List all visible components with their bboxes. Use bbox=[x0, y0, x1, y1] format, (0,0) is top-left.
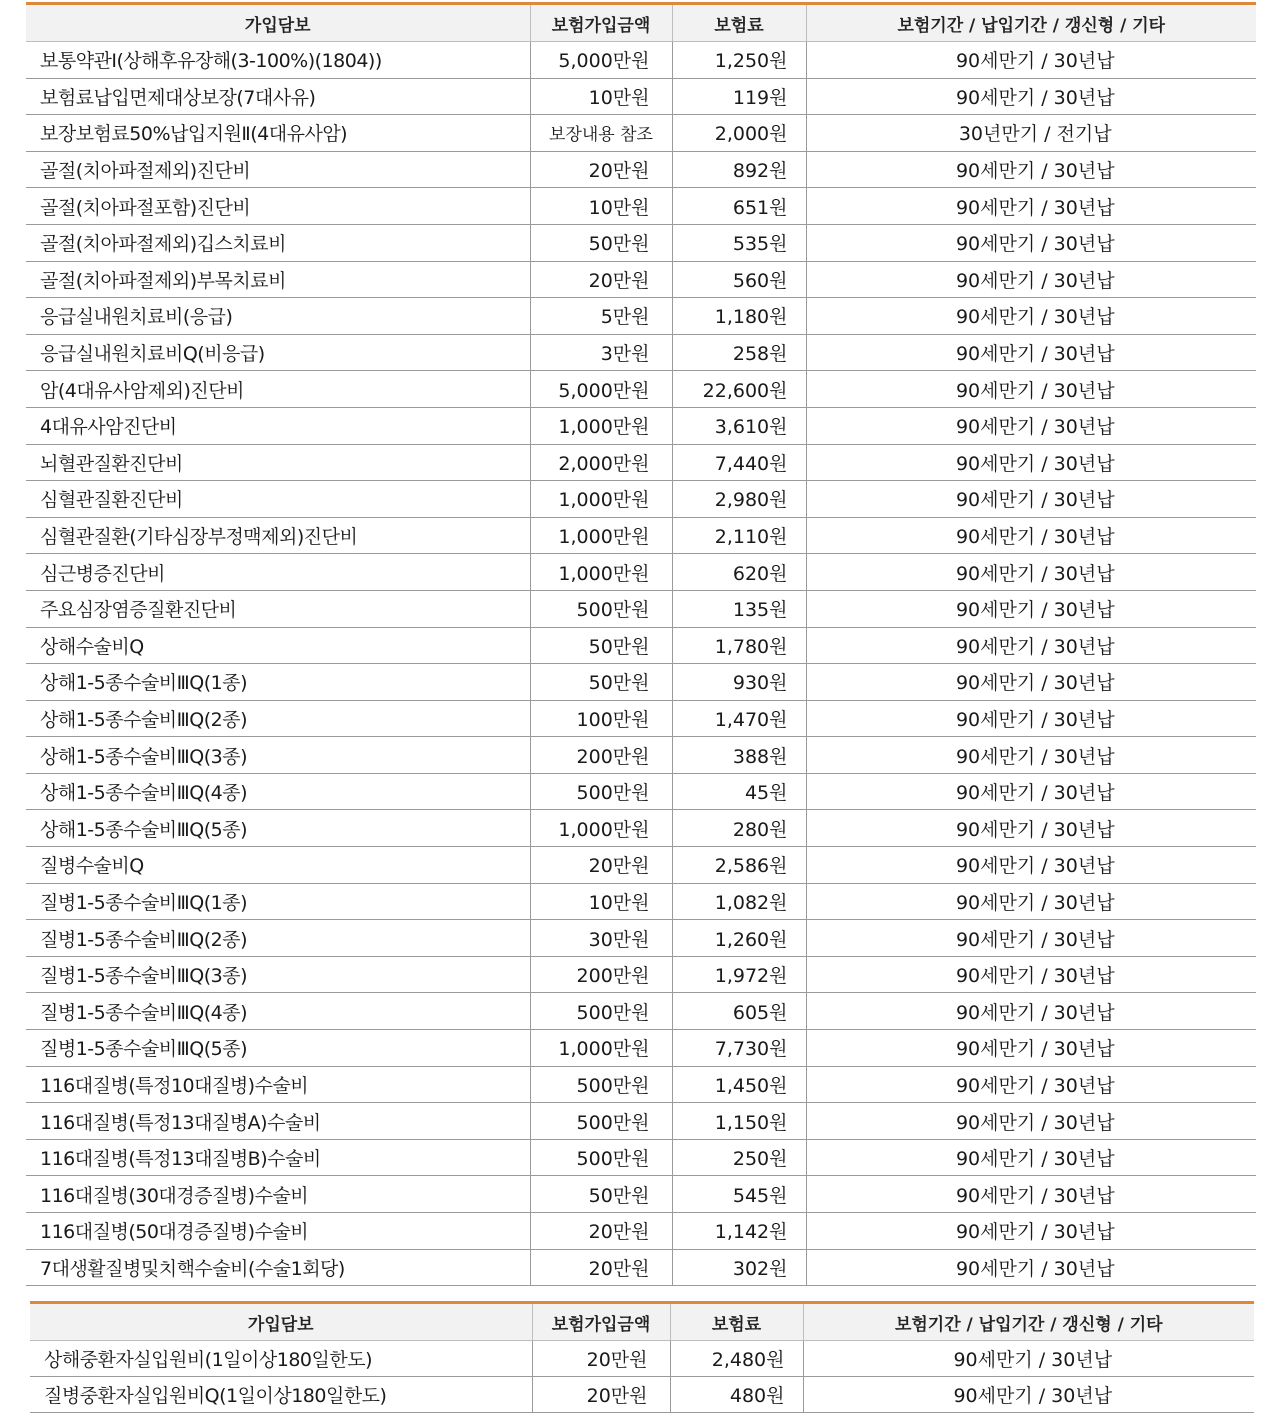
amount-cell: 200만원 bbox=[530, 956, 672, 993]
coverage-cell: 골절(치아파절제외)깁스치료비 bbox=[26, 224, 530, 261]
amount-cell: 1,000만원 bbox=[530, 407, 672, 444]
table-row bbox=[26, 1139, 1256, 1176]
period-cell: 90세만기 / 30년납 bbox=[806, 407, 1256, 444]
premium-cell: 651원 bbox=[672, 188, 806, 225]
coverage-cell: 골절(치아파절제외)진단비 bbox=[26, 151, 530, 188]
table-header-row bbox=[30, 1303, 1254, 1341]
table-row bbox=[26, 444, 1256, 481]
amount-cell: 30만원 bbox=[530, 920, 672, 957]
amount-cell: 20만원 bbox=[530, 151, 672, 188]
amount-cell: 5만원 bbox=[530, 298, 672, 335]
premium-cell: 2,980원 bbox=[672, 481, 806, 518]
premium-cell: 1,142원 bbox=[672, 1213, 806, 1250]
table-row bbox=[26, 700, 1256, 737]
table-row bbox=[26, 1103, 1256, 1140]
coverage-cell: 주요심장염증질환진단비 bbox=[26, 590, 530, 627]
table-row bbox=[26, 1066, 1256, 1103]
period-cell: 90세만기 / 30년납 bbox=[806, 334, 1256, 371]
table-row bbox=[26, 993, 1256, 1030]
amount-cell: 50만원 bbox=[530, 1176, 672, 1213]
period-cell: 90세만기 / 30년납 bbox=[806, 700, 1256, 737]
premium-cell: 2,000원 bbox=[672, 115, 806, 152]
amount-cell: 20만원 bbox=[532, 1377, 670, 1413]
amount-cell: 10만원 bbox=[530, 883, 672, 920]
coverage-table-icu bbox=[30, 1301, 1254, 1413]
table-row bbox=[26, 151, 1256, 188]
coverage-cell: 상해1-5종수술비ⅢQ(5종) bbox=[26, 810, 530, 847]
amount-cell: 500만원 bbox=[530, 993, 672, 1030]
premium-cell: 1,082원 bbox=[672, 883, 806, 920]
coverage-cell: 뇌혈관질환진단비 bbox=[26, 444, 530, 481]
table-row bbox=[26, 407, 1256, 444]
amount-cell: 1,000만원 bbox=[530, 810, 672, 847]
amount-cell: 500만원 bbox=[530, 1139, 672, 1176]
amount-cell: 보장내용 참조 bbox=[530, 115, 672, 152]
amount-cell: 1,000만원 bbox=[530, 517, 672, 554]
amount-cell: 20만원 bbox=[530, 847, 672, 884]
coverage-cell: 심혈관질환진단비 bbox=[26, 481, 530, 518]
table-row bbox=[26, 627, 1256, 664]
period-cell: 90세만기 / 30년납 bbox=[806, 261, 1256, 298]
table-row bbox=[26, 188, 1256, 225]
amount-cell: 20만원 bbox=[530, 1213, 672, 1250]
premium-cell: 892원 bbox=[672, 151, 806, 188]
table-row bbox=[26, 298, 1256, 335]
premium-cell: 302원 bbox=[672, 1249, 806, 1286]
table-row bbox=[26, 78, 1256, 115]
period-cell: 90세만기 / 30년납 bbox=[806, 78, 1256, 115]
coverage-cell: 심혈관질환(기타심장부정맥제외)진단비 bbox=[26, 517, 530, 554]
coverage-cell: 질병1-5종수술비ⅢQ(4종) bbox=[26, 993, 530, 1030]
coverage-cell: 116대질병(30대경증질병)수술비 bbox=[26, 1176, 530, 1213]
premium-cell: 22,600원 bbox=[672, 371, 806, 408]
premium-cell: 2,480원 bbox=[670, 1341, 803, 1377]
premium-cell: 280원 bbox=[672, 810, 806, 847]
premium-cell: 258원 bbox=[672, 334, 806, 371]
premium-cell: 480원 bbox=[670, 1377, 803, 1413]
header-amount: 보험가입금액 bbox=[530, 4, 672, 42]
coverage-cell: 7대생활질병및치핵수술비(수술1회당) bbox=[26, 1249, 530, 1286]
period-cell: 90세만기 / 30년납 bbox=[806, 956, 1256, 993]
period-cell: 90세만기 / 30년납 bbox=[806, 737, 1256, 774]
period-cell: 90세만기 / 30년납 bbox=[806, 444, 1256, 481]
table-row bbox=[26, 883, 1256, 920]
amount-cell: 20만원 bbox=[530, 261, 672, 298]
premium-cell: 930원 bbox=[672, 664, 806, 701]
period-cell: 90세만기 / 30년납 bbox=[806, 371, 1256, 408]
period-cell: 90세만기 / 30년납 bbox=[806, 42, 1256, 79]
period-cell: 90세만기 / 30년납 bbox=[806, 151, 1256, 188]
table-row bbox=[26, 371, 1256, 408]
premium-cell: 3,610원 bbox=[672, 407, 806, 444]
premium-cell: 2,110원 bbox=[672, 517, 806, 554]
coverage-cell: 질병수술비Q bbox=[26, 847, 530, 884]
premium-cell: 1,780원 bbox=[672, 627, 806, 664]
coverage-cell: 보험료납입면제대상보장(7대사유) bbox=[26, 78, 530, 115]
table-row bbox=[30, 1377, 1254, 1413]
table-row bbox=[26, 1213, 1256, 1250]
period-cell: 90세만기 / 30년납 bbox=[806, 1030, 1256, 1067]
period-cell: 90세만기 / 30년납 bbox=[806, 627, 1256, 664]
table-row bbox=[26, 847, 1256, 884]
coverage-cell: 상해1-5종수술비ⅢQ(3종) bbox=[26, 737, 530, 774]
period-cell: 90세만기 / 30년납 bbox=[806, 1103, 1256, 1140]
coverage-cell: 상해1-5종수술비ⅢQ(1종) bbox=[26, 664, 530, 701]
coverage-cell: 암(4대유사암제외)진단비 bbox=[26, 371, 530, 408]
coverage-cell: 골절(치아파절제외)부목치료비 bbox=[26, 261, 530, 298]
coverage-cell: 116대질병(특정10대질병)수술비 bbox=[26, 1066, 530, 1103]
amount-cell: 500만원 bbox=[530, 1103, 672, 1140]
coverage-cell: 116대질병(특정13대질병A)수술비 bbox=[26, 1103, 530, 1140]
period-cell: 90세만기 / 30년납 bbox=[806, 1066, 1256, 1103]
amount-cell: 50만원 bbox=[530, 627, 672, 664]
amount-cell: 5,000만원 bbox=[530, 371, 672, 408]
table-row bbox=[26, 115, 1256, 152]
coverage-cell: 4대유사암진단비 bbox=[26, 407, 530, 444]
amount-cell: 200만원 bbox=[530, 737, 672, 774]
coverage-cell: 상해수술비Q bbox=[26, 627, 530, 664]
amount-cell: 2,000만원 bbox=[530, 444, 672, 481]
table-row bbox=[30, 1341, 1254, 1377]
table-row bbox=[26, 590, 1256, 627]
period-cell: 90세만기 / 30년납 bbox=[806, 188, 1256, 225]
period-cell: 90세만기 / 30년납 bbox=[803, 1341, 1254, 1377]
amount-cell: 100만원 bbox=[530, 700, 672, 737]
header-period: 보험기간 / 납입기간 / 갱신형 / 기타 bbox=[803, 1303, 1254, 1341]
table-row bbox=[26, 1176, 1256, 1213]
amount-cell: 5,000만원 bbox=[530, 42, 672, 79]
table-row bbox=[26, 956, 1256, 993]
table-row bbox=[26, 334, 1256, 371]
premium-cell: 1,450원 bbox=[672, 1066, 806, 1103]
coverage-cell: 보통약관Ⅰ(상해후유장해(3-100%)(1804)) bbox=[26, 42, 530, 79]
coverage-cell: 상해1-5종수술비ⅢQ(4종) bbox=[26, 773, 530, 810]
coverage-cell: 보장보험료50%납입지원Ⅱ(4대유사암) bbox=[26, 115, 530, 152]
period-cell: 90세만기 / 30년납 bbox=[806, 810, 1256, 847]
period-cell: 90세만기 / 30년납 bbox=[806, 517, 1256, 554]
table-row bbox=[26, 481, 1256, 518]
amount-cell: 3만원 bbox=[530, 334, 672, 371]
period-cell: 90세만기 / 30년납 bbox=[806, 481, 1256, 518]
table-row bbox=[26, 664, 1256, 701]
header-coverage: 가입담보 bbox=[30, 1303, 532, 1341]
coverage-table-main bbox=[26, 2, 1256, 1286]
table-row bbox=[26, 773, 1256, 810]
premium-cell: 119원 bbox=[672, 78, 806, 115]
coverage-cell: 질병1-5종수술비ⅢQ(3종) bbox=[26, 956, 530, 993]
amount-cell: 1,000만원 bbox=[530, 481, 672, 518]
period-cell: 90세만기 / 30년납 bbox=[806, 664, 1256, 701]
premium-cell: 250원 bbox=[672, 1139, 806, 1176]
period-cell: 30년만기 / 전기납 bbox=[806, 115, 1256, 152]
premium-cell: 535원 bbox=[672, 224, 806, 261]
period-cell: 90세만기 / 30년납 bbox=[806, 224, 1256, 261]
amount-cell: 20만원 bbox=[532, 1341, 670, 1377]
amount-cell: 1,000만원 bbox=[530, 554, 672, 591]
premium-cell: 1,150원 bbox=[672, 1103, 806, 1140]
amount-cell: 20만원 bbox=[530, 1249, 672, 1286]
table-row bbox=[26, 1249, 1256, 1286]
amount-cell: 50만원 bbox=[530, 664, 672, 701]
premium-cell: 605원 bbox=[672, 993, 806, 1030]
coverage-cell: 응급실내원치료비(응급) bbox=[26, 298, 530, 335]
period-cell: 90세만기 / 30년납 bbox=[806, 847, 1256, 884]
premium-cell: 2,586원 bbox=[672, 847, 806, 884]
premium-cell: 7,730원 bbox=[672, 1030, 806, 1067]
coverage-cell: 심근병증진단비 bbox=[26, 554, 530, 591]
table-header-row bbox=[26, 4, 1256, 42]
coverage-cell: 질병1-5종수술비ⅢQ(2종) bbox=[26, 920, 530, 957]
coverage-cell: 116대질병(50대경증질병)수술비 bbox=[26, 1213, 530, 1250]
table-row bbox=[26, 517, 1256, 554]
coverage-cell: 질병1-5종수술비ⅢQ(1종) bbox=[26, 883, 530, 920]
period-cell: 90세만기 / 30년납 bbox=[806, 1213, 1256, 1250]
table-row bbox=[26, 810, 1256, 847]
table-row bbox=[26, 224, 1256, 261]
period-cell: 90세만기 / 30년납 bbox=[803, 1377, 1254, 1413]
period-cell: 90세만기 / 30년납 bbox=[806, 554, 1256, 591]
coverage-cell: 질병1-5종수술비ⅢQ(5종) bbox=[26, 1030, 530, 1067]
coverage-cell: 질병중환자실입원비Q(1일이상180일한도) bbox=[30, 1377, 532, 1413]
table-row bbox=[26, 1030, 1256, 1067]
period-cell: 90세만기 / 30년납 bbox=[806, 993, 1256, 1030]
coverage-cell: 116대질병(특정13대질병B)수술비 bbox=[26, 1139, 530, 1176]
header-amount: 보험가입금액 bbox=[532, 1303, 670, 1341]
premium-cell: 1,180원 bbox=[672, 298, 806, 335]
premium-cell: 620원 bbox=[672, 554, 806, 591]
premium-cell: 1,260원 bbox=[672, 920, 806, 957]
table-row bbox=[26, 737, 1256, 774]
period-cell: 90세만기 / 30년납 bbox=[806, 773, 1256, 810]
amount-cell: 1,000만원 bbox=[530, 1030, 672, 1067]
period-cell: 90세만기 / 30년납 bbox=[806, 590, 1256, 627]
premium-cell: 135원 bbox=[672, 590, 806, 627]
amount-cell: 500만원 bbox=[530, 1066, 672, 1103]
premium-cell: 1,972원 bbox=[672, 956, 806, 993]
amount-cell: 50만원 bbox=[530, 224, 672, 261]
coverage-cell: 상해중환자실입원비(1일이상180일한도) bbox=[30, 1341, 532, 1377]
premium-cell: 1,470원 bbox=[672, 700, 806, 737]
table-row bbox=[26, 42, 1256, 79]
table-row bbox=[26, 261, 1256, 298]
amount-cell: 500만원 bbox=[530, 773, 672, 810]
premium-cell: 7,440원 bbox=[672, 444, 806, 481]
premium-cell: 560원 bbox=[672, 261, 806, 298]
table-row bbox=[26, 920, 1256, 957]
amount-cell: 500만원 bbox=[530, 590, 672, 627]
amount-cell: 10만원 bbox=[530, 78, 672, 115]
coverage-cell: 골절(치아파절포함)진단비 bbox=[26, 188, 530, 225]
period-cell: 90세만기 / 30년납 bbox=[806, 298, 1256, 335]
period-cell: 90세만기 / 30년납 bbox=[806, 1176, 1256, 1213]
period-cell: 90세만기 / 30년납 bbox=[806, 883, 1256, 920]
header-coverage: 가입담보 bbox=[26, 4, 530, 42]
header-period: 보험기간 / 납입기간 / 갱신형 / 기타 bbox=[806, 4, 1256, 42]
amount-cell: 10만원 bbox=[530, 188, 672, 225]
period-cell: 90세만기 / 30년납 bbox=[806, 1139, 1256, 1176]
table-row bbox=[26, 554, 1256, 591]
period-cell: 90세만기 / 30년납 bbox=[806, 1249, 1256, 1286]
coverage-cell: 상해1-5종수술비ⅢQ(2종) bbox=[26, 700, 530, 737]
premium-cell: 388원 bbox=[672, 737, 806, 774]
premium-cell: 1,250원 bbox=[672, 42, 806, 79]
header-premium: 보험료 bbox=[672, 4, 806, 42]
period-cell: 90세만기 / 30년납 bbox=[806, 920, 1256, 957]
premium-cell: 45원 bbox=[672, 773, 806, 810]
premium-cell: 545원 bbox=[672, 1176, 806, 1213]
header-premium: 보험료 bbox=[670, 1303, 803, 1341]
coverage-cell: 응급실내원치료비Q(비응급) bbox=[26, 334, 530, 371]
